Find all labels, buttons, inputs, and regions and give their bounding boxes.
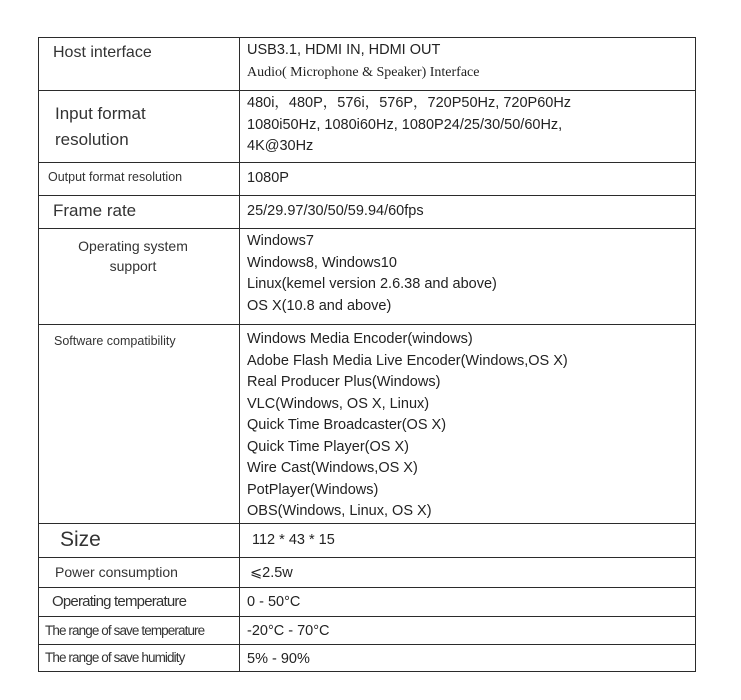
row-label — [39, 587, 240, 616]
row-label — [39, 38, 240, 91]
table-row — [39, 616, 696, 644]
row-value — [240, 196, 696, 229]
label-text: Operating temperature — [52, 592, 187, 610]
value-text: Windows7 — [247, 233, 314, 249]
value-text: 1080i50Hz, 1080i60Hz, 1080P24/25/30/50/60Hz, — [247, 116, 563, 133]
row-value — [240, 616, 696, 644]
value-text: 480i，480P，576i，576P，720P50Hz, 720P60Hz — [247, 95, 572, 111]
row-value — [240, 523, 696, 557]
label-text: The range of save humidity — [45, 649, 185, 665]
row-label — [39, 229, 240, 325]
label-text: Operating system — [78, 238, 188, 254]
value-text: Windows Media Encoder(windows) — [247, 331, 473, 347]
label-text: Frame rate — [53, 201, 137, 220]
value-text: OBS(Windows, Linux, OS X) — [247, 503, 432, 519]
value-text: OS X(10.8 and above) — [247, 297, 392, 314]
table-row — [39, 587, 696, 616]
value-text: Real Producer Plus(Windows) — [247, 374, 441, 390]
value-text: -20°C - 70°C — [247, 622, 330, 639]
label-text: support — [109, 258, 157, 274]
label-text: Output format resolution — [48, 170, 183, 184]
value-text: Quick Time Player(OS X) — [247, 438, 409, 455]
table-row — [39, 38, 696, 91]
row-value — [240, 38, 696, 91]
label-text: Power consumption — [55, 563, 178, 580]
value-text: 1080P — [247, 170, 289, 186]
label-text: Size — [60, 527, 101, 551]
value-text: 4K@30Hz — [247, 138, 314, 154]
row-label — [39, 91, 240, 163]
table-row — [39, 523, 696, 557]
value-text: 0 - 50°C — [247, 593, 301, 610]
table-row — [39, 644, 696, 671]
table-row — [39, 91, 696, 163]
row-value — [240, 229, 696, 325]
value-text: Quick Time Broadcaster(OS X) — [247, 417, 447, 433]
table-row — [39, 557, 696, 587]
label-text: resolution — [55, 130, 129, 149]
spec-table — [38, 37, 696, 672]
table-row — [39, 196, 696, 229]
table-row — [39, 325, 696, 524]
row-value — [240, 587, 696, 616]
row-label — [39, 616, 240, 644]
row-label — [39, 163, 240, 196]
value-text: 5% - 90% — [247, 650, 310, 667]
value-text: Windows8, Windows10 — [247, 254, 397, 271]
row-label — [39, 644, 240, 671]
value-text: Wire Cast(Windows,OS X) — [247, 460, 418, 476]
label-text: The range of save temperature — [45, 622, 205, 638]
value-text: VLC(Windows, OS X, Linux) — [247, 395, 430, 412]
table-row — [39, 229, 696, 325]
value-text: Adobe Flash Media Live Encoder(Windows,OS X) — [247, 352, 568, 369]
row-label — [39, 523, 240, 557]
row-label — [39, 557, 240, 587]
row-value — [240, 644, 696, 671]
value-text: ⩽2.5w — [250, 564, 293, 581]
row-value — [240, 163, 696, 196]
row-value — [240, 325, 696, 524]
label-text: Input format — [55, 104, 146, 123]
row-value — [240, 91, 696, 163]
label-text: Host interface — [53, 44, 152, 61]
value-text: Linux(kemel version 2.6.38 and above) — [247, 276, 497, 292]
table-row — [39, 163, 696, 196]
row-label — [39, 325, 240, 524]
value-text: USB3.1, HDMI IN, HDMI OUT — [247, 42, 441, 58]
value-text: 112 * 43 * 15 — [252, 531, 335, 548]
value-text: 25/29.97/30/50/59.94/60fps — [247, 203, 424, 219]
row-value — [240, 557, 696, 587]
value-text: PotPlayer(Windows) — [247, 481, 379, 498]
value-text: Audio( Microphone & Speaker) Interface — [247, 64, 480, 80]
label-text: Software compatibility — [54, 334, 176, 348]
row-label — [39, 196, 240, 229]
